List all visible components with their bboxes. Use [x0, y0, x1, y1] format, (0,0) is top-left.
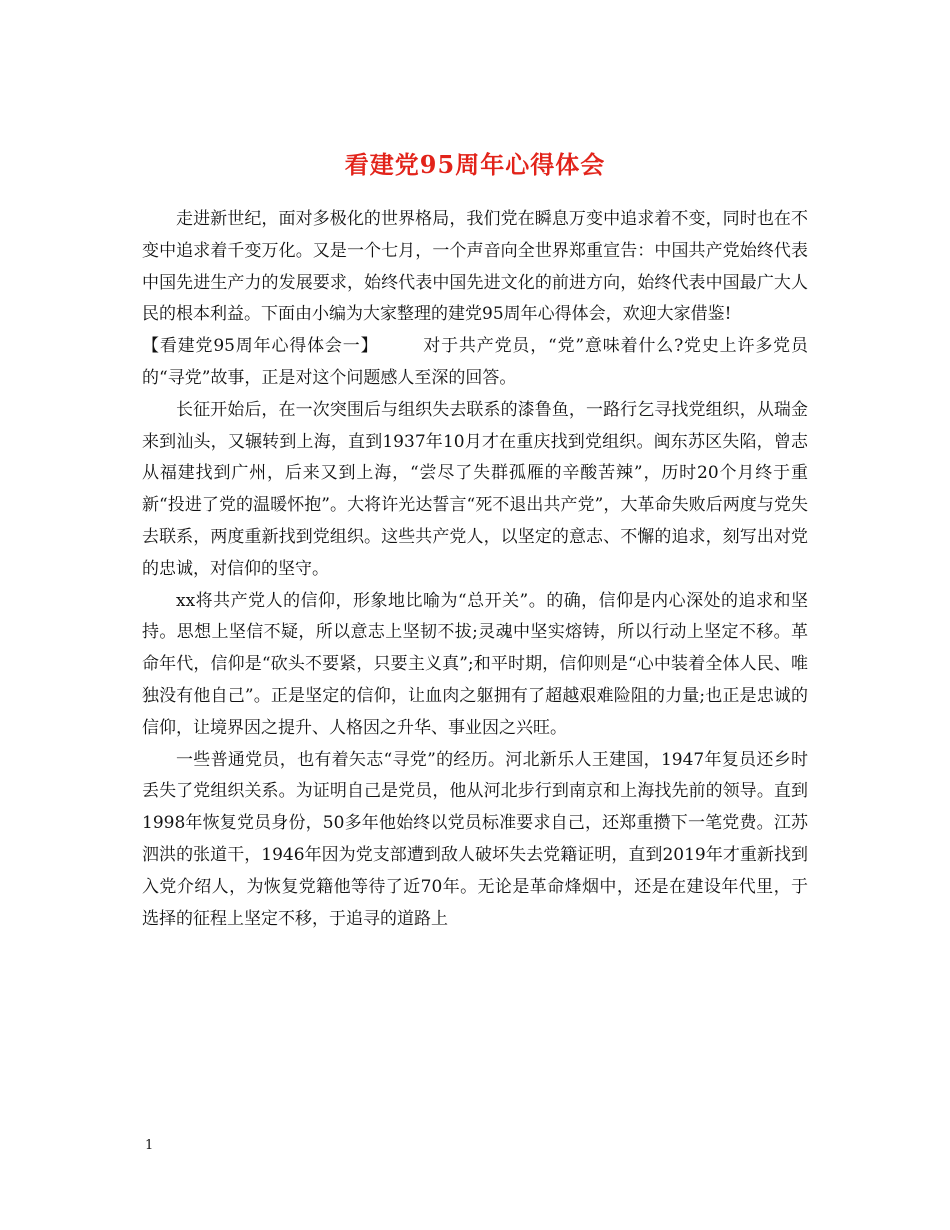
section-paragraph: [142, 331, 808, 395]
section-lead: 对于共产党员，“党”意味着什么?党史上许多党员的“寻党”故事，正是对这个问题感人至深的回答。: [142, 336, 808, 388]
body-paragraph-4: 一些普通党员，也有着矢志“寻党”的经历。河北新乐人王建国，1947年复员还乡时丢失了党组织关系。为证明自己是党员，他从河北步行到南京和上海找先前的领导。直到1998年恢复党员身份，50多年他始终以党员标准要求自己，还郑重攒下一笔党费。江苏泗洪的张道干，1946年因为党支部遭到敌人破坏失去党籍证明，直到2019年才重新找到入党介绍人，为恢复党籍他等待了近70年。无论是革命烽烟中，还是在建设年代里，于选择的征程上坚定不移，于追寻的道路上: [142, 749, 808, 929]
page-number: 1: [145, 1138, 154, 1153]
body-paragraph-2: 长征开始后，在一次突围后与组织失去联系的漆鲁鱼，一路行乞寻找党组织，从瑞金来到汕头，又辗转到上海，直到1937年10月才在重庆找到党组织。闽东苏区失陷，曾志从福建找到广州，后来又到上海，“尝尽了失群孤雁的辛酸苦辣”，历时20个月终于重新“投进了党的温暖怀抱”。大将许光达誓言“死不退出共产党”，大革命失败后两度与党失去联系，两度重新找到党组织。这些共产党人，以坚定的意志、不懈的追求，刻写出对党的忠诚，对信仰的坚守。: [142, 399, 808, 579]
section-heading: 【看建党95周年心得体会一】: [142, 336, 379, 357]
document-body: [142, 204, 808, 935]
intro-paragraph: 走进新世纪，面对多极化的世界格局，我们党在瞬息万变中追求着不变，同时也在不变中追求着千变万化。又是一个七月，一个声音向全世界郑重宣告：中国共产党始终代表中国先进生产力的发展要求，始终代表中国先进文化的前进方向，始终代表中国最广大人民的根本利益。下面由小编为大家整理的建党95周年心得体会，欢迎大家借鉴!: [142, 209, 808, 325]
body-paragraph-3: xx将共产党人的信仰，形象地比喻为“总开关”。的确，信仰是内心深处的追求和坚持。思想上坚信不疑，所以意志上坚韧不拔;灵魂中坚实熔铸，所以行动上坚定不移。革命年代，信仰是“砍头不要紧，只要主义真”;和平时期，信仰则是“心中装着全体人民、唯独没有他自己”。正是坚定的信仰，让血肉之躯拥有了超越艰难险阻的力量;也正是忠诚的信仰，让境界因之提升、人格因之升华、事业因之兴旺。: [142, 590, 808, 738]
document-title: 看建党95周年心得体会: [344, 150, 606, 180]
